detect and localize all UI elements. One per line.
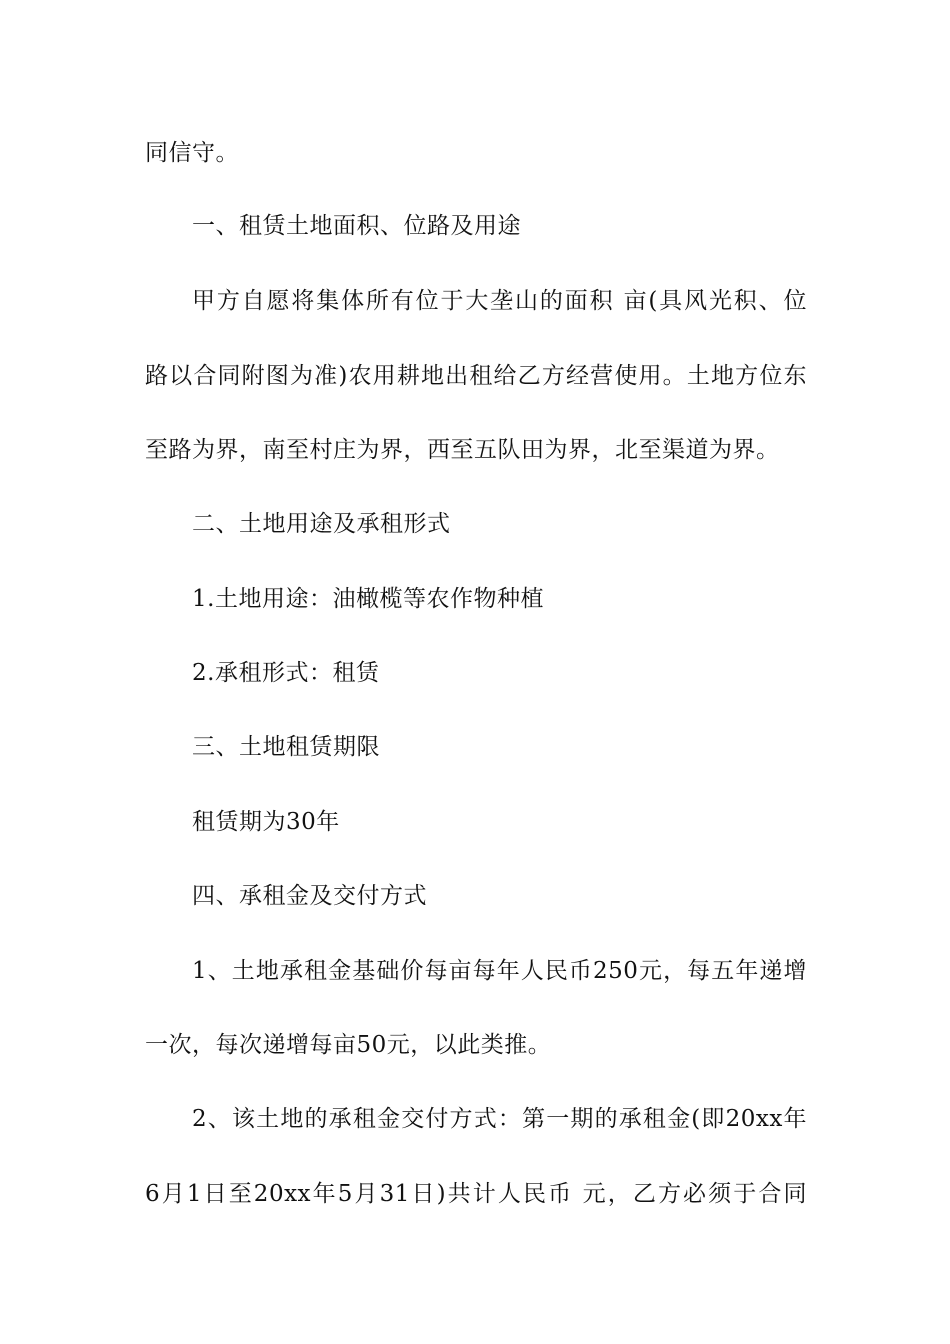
paragraph-line: 一次，每次递增每亩50元，以此类推。 (145, 1032, 552, 1058)
list-item: 1.土地用途：油橄榄等农作物种植 (192, 586, 544, 612)
section-heading: 一、租赁土地面积、位路及用途 (192, 213, 521, 239)
paragraph-line: 同信守。 (145, 140, 239, 166)
paragraph-line: 1、土地承租金基础价每亩每年人民币250元，每五年递增 (192, 958, 807, 984)
paragraph-line: 2、该土地的承租金交付方式：第一期的承租金(即20xx年 (192, 1106, 807, 1132)
paragraph-line: 租赁期为30年 (192, 809, 340, 835)
paragraph-line: 至路为界，南至村庄为界，西至五队田为界，北至渠道为界。 (145, 437, 780, 463)
section-heading: 四、承租金及交付方式 (192, 883, 427, 909)
paragraph-line: 路以合同附图为准)农用耕地出租给乙方经营使用。土地方位东 (145, 363, 807, 389)
section-heading: 三、土地租赁期限 (192, 734, 380, 760)
paragraph-line: 6月1日至20xx年5月31日)共计人民币 元，乙方必须于合同 (145, 1181, 807, 1207)
paragraph-line: 甲方自愿将集体所有位于大垄山的面积 亩(具风光积、位 (192, 288, 807, 314)
list-item: 2.承租形式：租赁 (192, 660, 380, 686)
section-heading: 二、土地用途及承租形式 (192, 511, 451, 537)
